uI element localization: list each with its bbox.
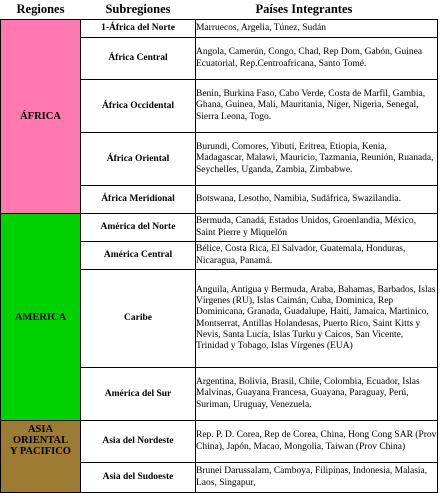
region-cell-america <box>1 214 81 421</box>
subregion-cell: América del Norte <box>81 214 196 242</box>
subregion-cell: África Oriental <box>81 133 196 186</box>
countries-cell: Burundi, Comores, Yibuti, Eritrea, Etiopia, Kenia, Madagascar, Malawi, Mauricio, Tazmania, Reunión, Ruanada, Seychelles, Uganda, Zambia, Zimbabwe. <box>196 133 438 186</box>
subregion-cell: América del Sur <box>81 368 196 421</box>
subregion-cell: Caribe <box>81 270 196 368</box>
countries-cell: Marruecos, Argelia, Túnez, Sudán <box>196 20 438 38</box>
subregion-cell: Asia del Nordeste <box>81 421 196 463</box>
table-row <box>1 421 438 463</box>
countries-cell: Botswana, Lesotho, Namibia, Sudáfrica, Swazilandia. <box>196 186 438 214</box>
region-label-asia-line1: ASIA <box>27 424 54 435</box>
subregion-cell: África Meridional <box>81 186 196 214</box>
subregion-cell: Asia del Sudoeste <box>81 463 196 493</box>
countries-cell: Angola, Camerún, Congo, Chad, Rep Dom, Gabón, Guinea Ecuatorial, Rep.Centroafricana, Santo Tomé. <box>196 38 438 80</box>
countries-cell: Bermuda, Canadá, Estados Unidos, Groenlandia, México, Saint Pierre y Miquelón <box>196 214 438 242</box>
header-paises-integrantes: Países Integrantes <box>196 0 438 20</box>
region-label-africa: ÁFRICA <box>20 111 61 122</box>
countries-cell: Argentina, Bolivia, Brasil, Chile, Colombia, Ecuador, Islas Malvinas, Guayana Francesa, Guayana, Paraguay, Perú, Suriman, Uruguay, Venezuela. <box>196 368 438 421</box>
table-row <box>1 214 438 242</box>
region-label-asia-line3: Y PACIFICO <box>10 446 71 457</box>
header-row <box>1 0 438 20</box>
subregion-cell: África Central <box>81 38 196 80</box>
header-regiones: Regiones <box>1 0 81 20</box>
countries-cell: Anguila, Antigua y Bermuda, Araba, Bahamas, Barbados, Islas Vírgenes (RU), Islas Caimán, Cuba, Dominica, Rep Dominicana, Granada, Guadalupe, Haití, Jamaica, Martinico, Montserrat, Antillas Holandesas, Puerto Rico, Saint Kitts y Nevis, Santa Lucía, Islas Turku y Caicos, San Vicente, Trinidad y Tobago, Islas Vírgenes (EUA) <box>196 270 438 368</box>
subregion-cell: África Occidental <box>81 80 196 133</box>
region-cell-asia <box>1 421 81 493</box>
region-cell-africa <box>1 20 81 214</box>
countries-cell: Rep. P. D. Corea, Rep de Corea, China, Hong Cong SAR (Prov China), Japón, Macao, Mongolia, Taiwan (Prov China) <box>196 421 438 463</box>
countries-cell: Benin, Burkina Faso, Cabo Verde, Costa de Marfil, Gambia, Ghana, Guinea, Malí, Mauritania, Níger, Nigeria, Senegal, Sierra Leona, Togo. <box>196 80 438 133</box>
table-row <box>1 20 438 38</box>
region-label-asia-line2: ORIENTAL <box>12 435 69 446</box>
header-subregiones: Subregiones <box>81 0 196 20</box>
countries-cell: Brunei Darussalam, Camboya, Filipinas, Indonesia, Malasia, Laos, Singapur, <box>196 463 438 493</box>
subregion-cell: América Central <box>81 242 196 270</box>
countries-cell: Bélice, Costa Rica, El Salvador, Guatemala, Honduras, Nicaragua, Panamá. <box>196 242 438 270</box>
region-label-america: AMERICA <box>14 311 67 323</box>
subregion-cell: 1-África del Norte <box>81 20 196 38</box>
